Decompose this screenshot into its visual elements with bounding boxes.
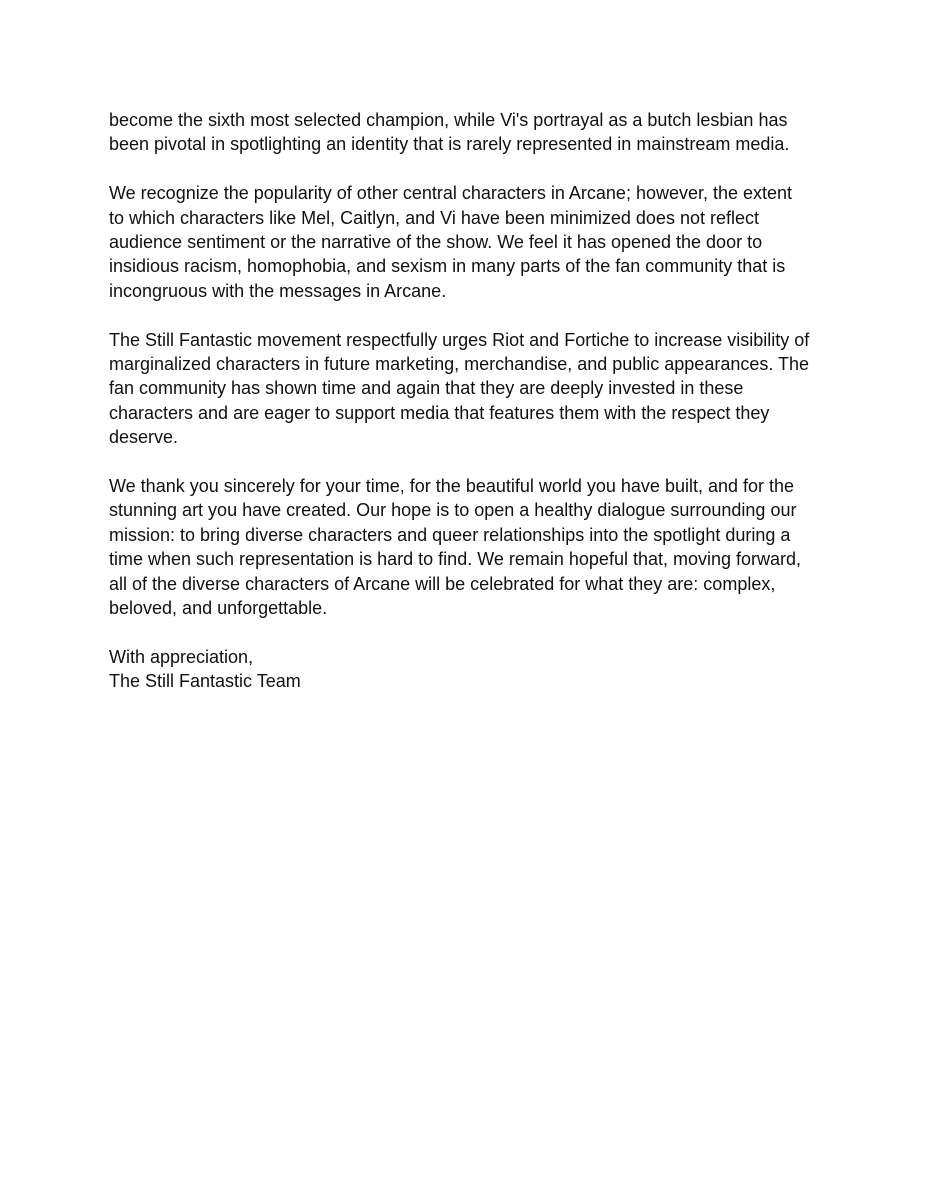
- text-line: been pivotal in spotlighting an identity that is rarely represented in mainstream media.: [109, 134, 790, 155]
- text-line: incongruous with the messages in Arcane.: [109, 280, 447, 301]
- paragraph-recognition: [109, 181, 829, 303]
- text-line: The Still Fantastic movement respectfully urges Riot and Fortiche to increase visibility of: [109, 329, 810, 350]
- text-line: to which characters like Mel, Caitlyn, and Vi have been minimized does not reflect: [109, 207, 759, 228]
- paragraph-representation: [109, 108, 829, 157]
- paragraph-thanks: [109, 474, 829, 620]
- text-line: audience sentiment or the narrative of the show. We feel it has opened the door to: [109, 232, 763, 253]
- text-line: all of the diverse characters of Arcane will be celebrated for what they are: complex,: [109, 573, 776, 594]
- text-line: We thank you sincerely for your time, for the beautiful world you have built, and for the: [109, 476, 795, 497]
- letter-closing: [109, 645, 829, 694]
- text-line: beloved, and unforgettable.: [109, 598, 328, 619]
- text-line: marginalized characters in future marketing, merchandise, and public appearances. The: [109, 354, 810, 375]
- text-line: We recognize the popularity of other central characters in Arcane; however, the extent: [109, 183, 793, 204]
- text-line: insidious racism, homophobia, and sexism in many parts of the fan community that is: [109, 256, 786, 277]
- text-line: time when such representation is hard to find. We remain hopeful that, moving forward,: [109, 549, 802, 570]
- text-line: stunning art you have created. Our hope is to open a healthy dialogue surrounding our: [109, 500, 797, 521]
- paragraph-request: [109, 328, 829, 450]
- text-line: characters and are eager to support media that features them with the respect they: [109, 402, 770, 423]
- text-line: mission: to bring diverse characters and queer relationships into the spotlight during a: [109, 524, 791, 545]
- text-line: fan community has shown time and again that they are deeply invested in these: [109, 378, 744, 399]
- salutation: With appreciation,: [109, 646, 254, 667]
- letter-body: [109, 108, 829, 694]
- text-line: deserve.: [109, 427, 179, 448]
- signature: The Still Fantastic Team: [109, 671, 301, 692]
- text-line: become the sixth most selected champion, while Vi's portrayal as a butch lesbian has: [109, 110, 788, 130]
